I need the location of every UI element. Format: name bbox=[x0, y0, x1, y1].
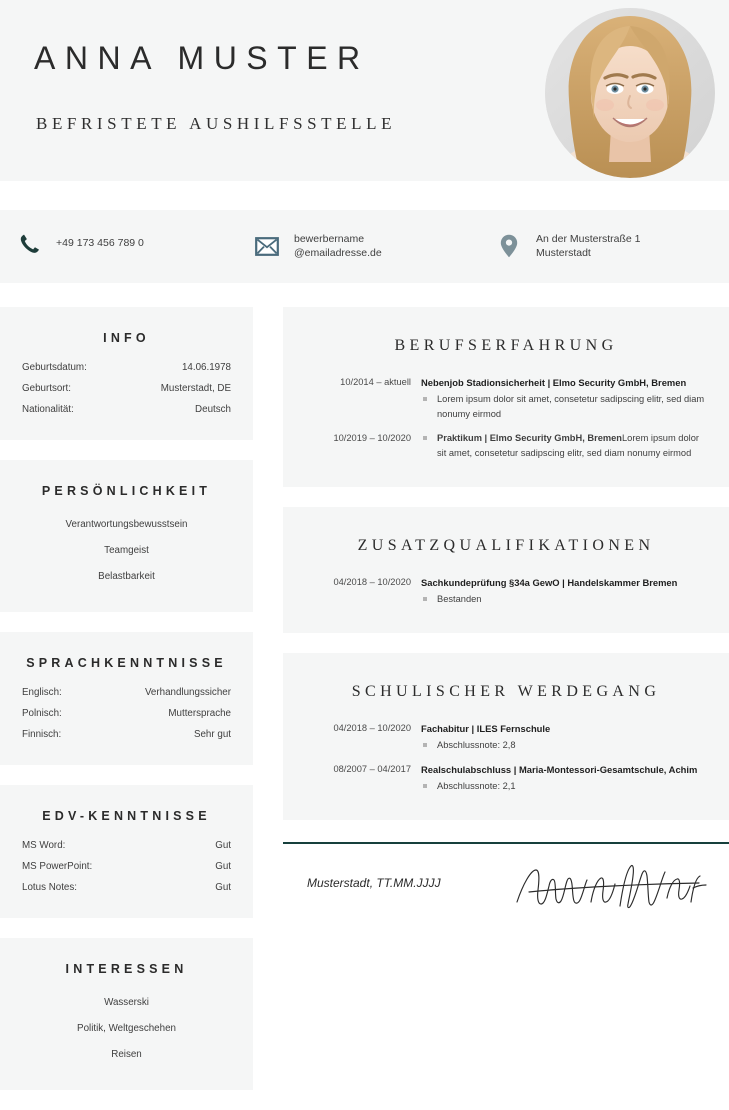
language-label: Englisch: bbox=[22, 687, 62, 698]
section-title-languages: SPRACHKENNTNISSE bbox=[26, 656, 227, 670]
sidebar-section-languages bbox=[0, 632, 253, 765]
it-skill-label: MS PowerPoint: bbox=[22, 861, 93, 872]
email-line-1: bewerbername bbox=[294, 233, 365, 245]
handwritten-signature-icon bbox=[507, 854, 707, 916]
email-address bbox=[294, 232, 382, 260]
list-item: Belastbarkeit bbox=[98, 571, 155, 582]
bullet-item: Abschlussnote: 2,8 bbox=[421, 738, 709, 753]
info-row bbox=[22, 378, 231, 399]
education-entry bbox=[303, 721, 709, 753]
section-education bbox=[283, 653, 729, 820]
info-row bbox=[22, 357, 231, 378]
address-line-2: Musterstadt bbox=[536, 247, 591, 259]
language-value: Verhandlungssicher bbox=[144, 687, 231, 698]
entry-date: 04/2018 – 10/2020 bbox=[333, 722, 411, 733]
info-value: Deutsch bbox=[195, 404, 231, 415]
header-banner bbox=[0, 0, 729, 181]
section-title-qualifications: ZUSATZQUALIFIKATIONEN bbox=[357, 537, 655, 554]
entry-heading: Nebenjob Stadionsicherheit | Elmo Security GmbH, Bremen bbox=[421, 377, 687, 388]
entry-date: 08/2007 – 04/2017 bbox=[333, 764, 411, 774]
signature-block bbox=[283, 842, 729, 931]
interests-list bbox=[0, 982, 253, 1090]
language-label: Finnisch: bbox=[22, 729, 62, 740]
avatar bbox=[545, 8, 715, 178]
entry-heading: Sachkundeprüfung §34a GewO | Handelskammer Bremen bbox=[421, 577, 678, 588]
section-title-education: SCHULISCHER WERDEGANG bbox=[351, 682, 661, 700]
it-skill-label: MS Word: bbox=[22, 840, 66, 851]
experience-entry bbox=[303, 375, 709, 421]
signature-image bbox=[507, 854, 707, 916]
contact-email[interactable] bbox=[252, 232, 382, 260]
phone-icon bbox=[14, 232, 44, 254]
languages-rows bbox=[0, 676, 253, 765]
section-title-info: INFO bbox=[103, 331, 150, 345]
location-pin-icon bbox=[494, 234, 524, 258]
entry-trailing-text: Lorem ipsum dolor sit amet, consetetur sadipscing elitr, sed diam nonumy eirmod bbox=[437, 433, 699, 458]
contact-bar bbox=[0, 210, 729, 283]
sidebar bbox=[0, 307, 253, 1110]
entry-heading: Realschulabschluss | Maria-Montessori-Gesamtschule, Achim bbox=[421, 764, 698, 775]
signature-row bbox=[283, 844, 729, 930]
it-skill-value: Gut bbox=[215, 840, 231, 851]
language-row bbox=[22, 682, 231, 703]
entry-bullets bbox=[421, 392, 709, 421]
experience-entry bbox=[303, 431, 709, 461]
language-row bbox=[22, 703, 231, 724]
entry-body bbox=[421, 575, 709, 607]
bullet-item: Abschlussnote: 2,1 bbox=[421, 779, 709, 794]
address-line-1: An der Musterstraße 1 bbox=[536, 233, 641, 245]
entry-body bbox=[421, 431, 709, 461]
experience-entries bbox=[283, 363, 729, 487]
language-value: Sehr gut bbox=[193, 729, 231, 740]
section-title-it-skills: EDV-KENNTNISSE bbox=[42, 809, 211, 823]
info-value: Musterstadt, DE bbox=[160, 383, 231, 394]
it-skill-value: Gut bbox=[215, 861, 231, 872]
info-value: 14.06.1978 bbox=[181, 362, 231, 373]
qualification-entries bbox=[283, 563, 729, 633]
it-skill-row bbox=[22, 835, 231, 856]
entry-body bbox=[421, 721, 709, 753]
entry-date: 10/2019 – 10/2020 bbox=[333, 433, 411, 443]
list-item: Teamgeist bbox=[104, 545, 149, 556]
list-item: Reisen bbox=[111, 1049, 142, 1060]
info-rows bbox=[0, 351, 253, 440]
it-skills-rows bbox=[0, 829, 253, 918]
header-subtitle: BEFRISTETE AUSHILFSSTELLE bbox=[36, 114, 397, 133]
info-label: Geburtsort: bbox=[22, 383, 72, 394]
main-content bbox=[283, 307, 729, 930]
sidebar-section-info bbox=[0, 307, 253, 440]
envelope-icon bbox=[252, 237, 282, 256]
entry-body bbox=[421, 375, 709, 421]
phone-number: +49 173 456 789 0 bbox=[56, 237, 144, 249]
entry-body bbox=[421, 762, 709, 794]
contact-address[interactable] bbox=[494, 232, 640, 260]
entry-bullets bbox=[421, 592, 709, 607]
list-item: Politik, Weltgeschehen bbox=[77, 1023, 176, 1034]
page-title: ANNA MUSTER bbox=[34, 40, 370, 76]
section-title-interests: INTERESSEN bbox=[65, 962, 188, 976]
place-date: Musterstadt, TT.MM.JJJJ bbox=[307, 876, 441, 890]
section-title-personality: PERSÖNLICHKEIT bbox=[41, 484, 212, 498]
list-item: Verantwortungsbewusstsein bbox=[65, 519, 188, 530]
sidebar-section-personality bbox=[0, 460, 253, 612]
email-line-2: @emailadresse.de bbox=[294, 247, 382, 259]
bullet-item: Lorem ipsum dolor sit amet, consetetur sadipscing elitr, sed diam nonumy eirmod bbox=[421, 392, 709, 421]
it-skill-value: Gut bbox=[215, 882, 231, 893]
it-skill-label: Lotus Notes: bbox=[22, 882, 78, 893]
entry-date: 04/2018 – 10/2020 bbox=[333, 577, 411, 587]
entry-date: 10/2014 – aktuell bbox=[340, 377, 411, 387]
language-row bbox=[22, 724, 231, 745]
bullet-item: Bestanden bbox=[421, 592, 709, 607]
list-item: Wasserski bbox=[104, 997, 149, 1008]
entry-heading: Praktikum | Elmo Security GmbH, Bremen bbox=[437, 433, 622, 443]
personality-list bbox=[0, 504, 253, 612]
it-skill-row bbox=[22, 856, 231, 877]
section-experience bbox=[283, 307, 729, 487]
info-row bbox=[22, 399, 231, 420]
it-skill-row bbox=[22, 877, 231, 898]
info-label: Nationalität: bbox=[22, 404, 74, 415]
sidebar-section-interests bbox=[0, 938, 253, 1090]
sidebar-section-it-skills bbox=[0, 785, 253, 918]
language-label: Polnisch: bbox=[22, 708, 62, 719]
entry-bullets bbox=[421, 738, 709, 753]
language-value: Muttersprache bbox=[168, 708, 231, 719]
entry-bullets bbox=[421, 779, 709, 794]
address-text bbox=[536, 232, 640, 260]
qualification-entry bbox=[303, 575, 709, 607]
education-entry bbox=[303, 762, 709, 794]
contact-phone[interactable] bbox=[14, 232, 144, 254]
entry-heading: Fachabitur | ILES Fernschule bbox=[421, 722, 551, 734]
portrait-photo-icon bbox=[545, 8, 715, 178]
info-label: Geburtsdatum: bbox=[22, 362, 87, 373]
section-title-experience: BERUFSERFAHRUNG bbox=[394, 337, 618, 354]
education-entries bbox=[283, 709, 729, 820]
section-qualifications bbox=[283, 507, 729, 633]
